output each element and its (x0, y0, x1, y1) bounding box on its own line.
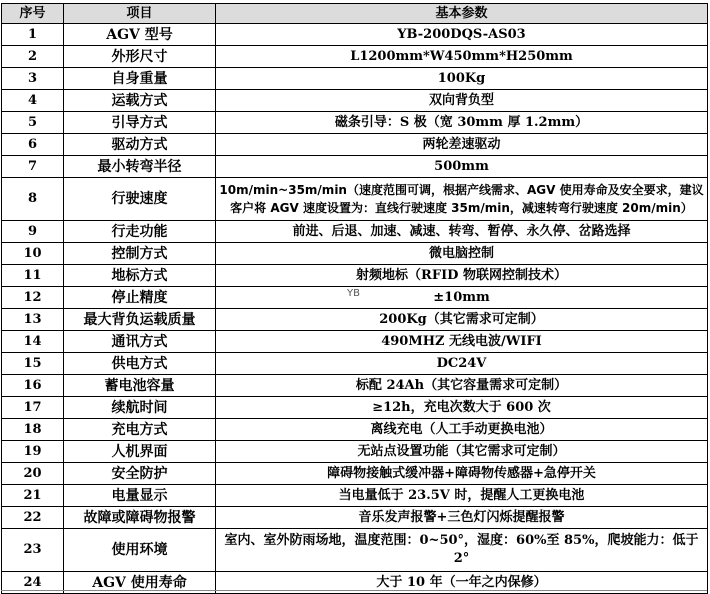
header-param: 基本参数 (216, 4, 708, 24)
table-row (2, 419, 708, 441)
row-value: 500mm (216, 156, 708, 178)
table-row (2, 485, 708, 507)
row-value: 490MHZ 无线电波/WIFI (216, 331, 708, 353)
row-item: 最小转弯半径 (64, 156, 216, 178)
row-number: 17 (2, 397, 64, 419)
row-value: 音乐发声报警+三色灯闪烁提醒报警 (216, 507, 708, 529)
row-number: 12 (2, 287, 64, 309)
header-no: 序号 (2, 4, 64, 24)
row-value: 100Kg (216, 68, 708, 90)
row-item: 蓄电池容量 (64, 375, 216, 397)
row-item: 行走功能 (64, 221, 216, 243)
row-item: 使用环境 (64, 529, 216, 572)
row-number: 8 (2, 178, 64, 221)
row-value: 两轮差速驱动 (216, 134, 708, 156)
row-value: ±10mm (216, 287, 708, 309)
row-value: 射频地标（RFID 物联网控制技术） (216, 265, 708, 287)
row-item: 人机界面 (64, 441, 216, 463)
row-number: 10 (2, 243, 64, 265)
table-row (2, 463, 708, 485)
row-number: 19 (2, 441, 64, 463)
row-item: 最大背负运载质量 (64, 309, 216, 331)
table-row (2, 178, 708, 221)
row-value: 当电量低于 23.5V 时，提醒人工更换电池 (216, 485, 708, 507)
row-item: AGV 使用寿命 (64, 572, 216, 594)
row-number: 6 (2, 134, 64, 156)
row-value: 双向背负型 (216, 90, 708, 112)
row-value: DC24V (216, 353, 708, 375)
row-item: 通讯方式 (64, 331, 216, 353)
table-row (2, 156, 708, 178)
row-number: 7 (2, 156, 64, 178)
row-number: 4 (2, 90, 64, 112)
row-number: 13 (2, 309, 64, 331)
row-item: 故障或障碍物报警 (64, 507, 216, 529)
row-value: 前进、后退、加速、减速、转弯、暂停、永久停、岔路选择 (216, 221, 708, 243)
row-number: 14 (2, 331, 64, 353)
row-item: 引导方式 (64, 112, 216, 134)
row-item: 外形尺寸 (64, 46, 216, 68)
row-value: 磁条引导：S 极（宽 30mm 厚 1.2mm） (216, 112, 708, 134)
table-row (2, 265, 708, 287)
row-value: YB-200DQS-AS03 (216, 24, 708, 46)
table-row (2, 221, 708, 243)
row-value: ≥12h，充电次数大于 600 次 (216, 397, 708, 419)
row-item: 运载方式 (64, 90, 216, 112)
table-row (2, 90, 708, 112)
row-number: 5 (2, 112, 64, 134)
row-number: 16 (2, 375, 64, 397)
row-item: 停止精度 (64, 287, 216, 309)
watermark-text: YB (347, 288, 360, 299)
row-item: 安全防护 (64, 463, 216, 485)
row-item: 地标方式 (64, 265, 216, 287)
table-row (2, 353, 708, 375)
table-row (2, 397, 708, 419)
row-number: 24 (2, 572, 64, 594)
row-item: 驱动方式 (64, 134, 216, 156)
row-number: 23 (2, 529, 64, 572)
row-number: 3 (2, 68, 64, 90)
table-row (2, 507, 708, 529)
row-value: 大于 10 年（一年之内保修） (216, 572, 708, 594)
row-item: 自身重量 (64, 68, 216, 90)
row-value: 200Kg（其它需求可定制） (216, 309, 708, 331)
table-row (2, 24, 708, 46)
row-number: 1 (2, 24, 64, 46)
table-row (2, 243, 708, 265)
table-row (2, 112, 708, 134)
row-value: 无站点设置功能（其它需求可定制） (216, 441, 708, 463)
row-value: 标配 24Ah（其它容量需求可定制） (216, 375, 708, 397)
row-item: 续航时间 (64, 397, 216, 419)
row-value: L1200mm*W450mm*H250mm (216, 46, 708, 68)
row-item: 充电方式 (64, 419, 216, 441)
table-row (2, 375, 708, 397)
row-item: 行驶速度 (64, 178, 216, 221)
header-item: 项目 (64, 4, 216, 24)
row-number: 9 (2, 221, 64, 243)
table-row (2, 134, 708, 156)
table-row (2, 46, 708, 68)
row-value: 室内、室外防雨场地，温度范围：0~50°，湿度：60%至 85%，爬坡能力：低于 2° (216, 529, 708, 572)
bottom-divider (1, 590, 707, 591)
row-item: 电量显示 (64, 485, 216, 507)
table-row (2, 529, 708, 572)
row-number: 11 (2, 265, 64, 287)
row-value: 障碍物接触式缓冲器+障碍物传感器+急停开关 (216, 463, 708, 485)
row-number: 20 (2, 463, 64, 485)
table-row (2, 331, 708, 353)
table-row (2, 68, 708, 90)
table-row (2, 309, 708, 331)
row-number: 22 (2, 507, 64, 529)
row-item: AGV 型号 (64, 24, 216, 46)
row-item: 控制方式 (64, 243, 216, 265)
table-row (2, 441, 708, 463)
row-number: 18 (2, 419, 64, 441)
row-number: 21 (2, 485, 64, 507)
row-item: 供电方式 (64, 353, 216, 375)
row-number: 15 (2, 353, 64, 375)
row-value: 离线充电（人工手动更换电池） (216, 419, 708, 441)
row-value: 微电脑控制 (216, 243, 708, 265)
header-row (2, 4, 708, 24)
row-value: 10m/min~35m/min（速度范围可调，根据产线需求、AGV 使用寿命及安全要求，建议客户将 AGV 速度设置为：直线行驶速度 35m/min，减速转弯行驶速度 20m/min） (216, 178, 708, 221)
row-number: 2 (2, 46, 64, 68)
